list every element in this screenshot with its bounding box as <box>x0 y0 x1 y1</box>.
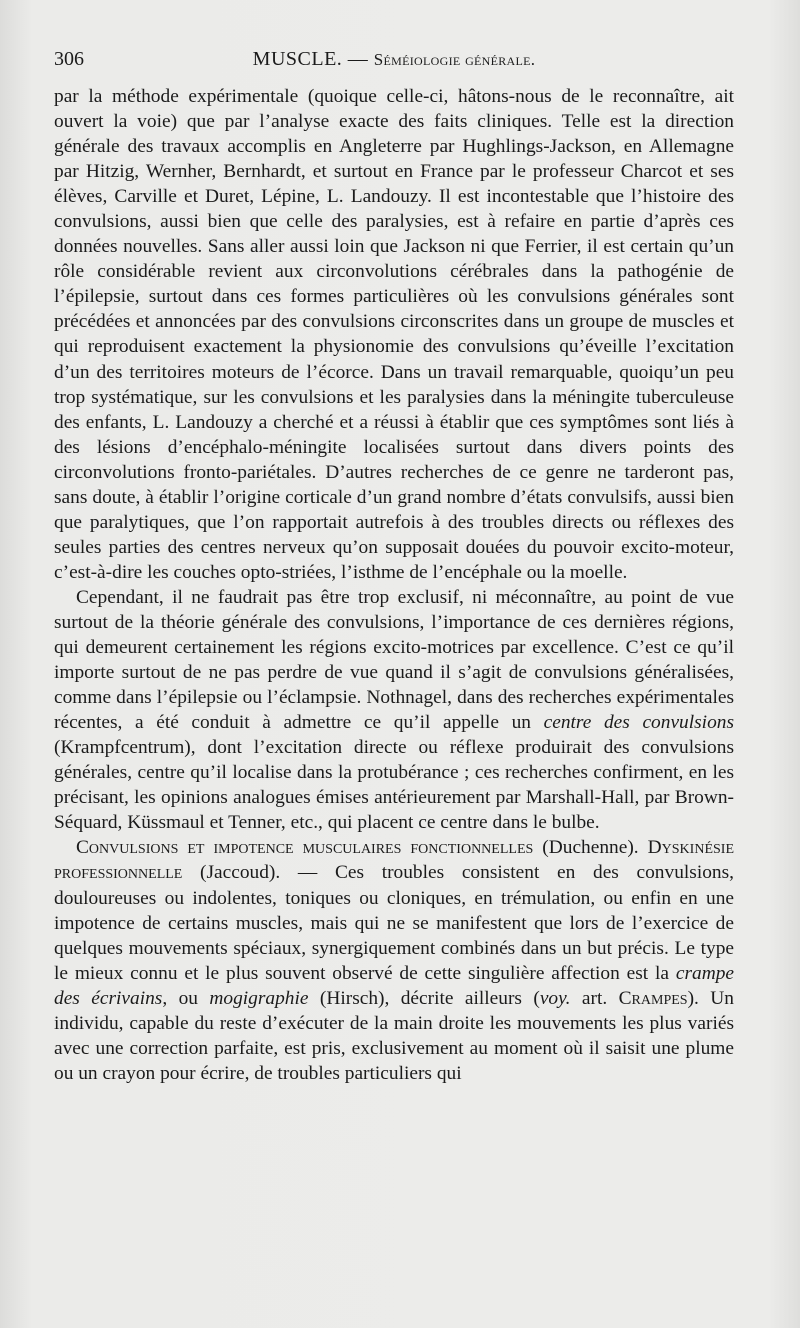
paragraph-3-text-e: art. <box>570 987 619 1009</box>
paragraph-3-text-c: , ou <box>162 987 210 1009</box>
paragraph-2-text-b: (Krampfcentrum), dont l’excitation directe ou réflexe produirait des convulsions générales, centre qu’il localise dans la protubérance ; ces recherches confirment, en les précisant, les opinions analogues émises antérieurement par Marshall-Hall, par Brown-Séquard, Küssmaul et Tenner, etc., qui placent ce centre dans le bulbe. <box>54 737 734 834</box>
body-text <box>54 84 734 1086</box>
running-head <box>54 48 734 71</box>
running-head-subtitle: Séméiologie générale. <box>373 50 536 69</box>
italic-crampe-des-ecrivains: crampe des écrivains <box>54 962 734 1009</box>
paragraph-3-text-f: ). Un individu, capable du reste d’exécuter de la main droite les mouvements les plus variés avec une correction parfaite, est pris, exclusivement au moment où il saisit une plume ou un crayon pour écrire, de troubles particuliers qui <box>54 987 734 1084</box>
section-heading-convulsions: Convulsions et impotence musculaires fonctionnelles <box>76 837 534 859</box>
paragraph-3 <box>54 835 734 1085</box>
paragraph-2-text-a: Cependant, il ne faudrait pas être trop exclusif, ni méconnaître, au point de vue surtout de la théorie générale des convulsions, l’importance de ces dernières régions, qui demeurent certainement les régions excito-motrices par excellence. C’est ce qu’il importe surtout de ne pas perdre de vue quand il s’agit de convulsions généralisées, comme dans l’épilepsie ou l’éclampsie. Nothnagel, dans des recherches expérimentales récentes, a été conduit à admettre ce qu’il appelle un <box>54 586 734 734</box>
running-head-title: MUSCLE. <box>252 48 343 70</box>
page-header <box>54 48 734 76</box>
paragraph-3-text-a: (Duchenne). <box>533 837 648 859</box>
italic-voy: voy. <box>539 987 571 1009</box>
section-heading-dyskinesie: Dyskinésie professionnelle <box>54 837 734 884</box>
paragraph-2 <box>54 585 734 835</box>
italic-centre-des-convulsions: centre des convulsions <box>543 712 735 734</box>
paragraph-3-text-b: (Jaccoud). — Ces troubles consistent en des convulsions, douloureuses ou indolentes, toniques ou cloniques, en trémulation, ou enfin en une impotence de certains muscles, mais qui ne se manifestent que lors de l’exercice de quelques mouvements spéciaux, synergiquement combinés dans un but précis. Le type le mieux connu et le plus souvent observé de cette singulière affection est la <box>54 862 734 984</box>
italic-mogigraphie: mogigraphie <box>209 987 309 1009</box>
running-head-separator: — <box>342 48 374 70</box>
small-caps-crampes: Crampes <box>618 987 688 1009</box>
paragraph-1: par la méthode expérimentale (quoique celle-ci, hâtons-nous de le reconnaître, ait ouvert la voie) que par l’analyse exacte des faits cliniques. Telle est la direction générale des travaux accomplis en Angleterre par Hughlings-Jackson, en Allemagne par Hitzig, Wernher, Bernhardt, et surtout en France par le professeur Charcot et ses élèves, Carville et Duret, Lépine, L. Landouzy. Il est incontestable que l’histoire des convulsions, aussi bien que celle des paralysies, est à refaire en partie d’après ces données nouvelles. Sans aller aussi loin que Jackson ni que Ferrier, il est certain qu’un rôle considérable revient aux circonvolutions cérébrales dans la pathogénie de l’épilepsie, surtout dans ces formes particulières où les convulsions générales sont précédées et annoncées par des convulsions circonscrites dans un groupe de muscles et qui reproduisent exactement la physionomie des convulsions qu’éveille l’excitation d’un des territoires moteurs de l’écorce. Dans un travail remarquable, quoiqu’un peu trop systématique, sur les convulsions et les paralysies dans la méningite tuberculeuse des enfants, L. Landouzy a cherché et a réussi à établir que ces symptômes sont liés à des lésions d’encéphalo-méningite localisées surtout dans divers points des circonvolutions fronto-pariétales. D’autres recherches de ce genre ne tarderont pas, sans doute, à établir l’origine corticale d’un grand nombre d’états convulsifs, aussi bien que paralytiques, que l’on rapportait autrefois à des troubles directs ou réflexes des seules parties des centres nerveux qu’on supposait douées du pouvoir excito-moteur, c’est-à-dire les couches opto-striées, l’isthme de l’encéphale ou la moelle. <box>54 86 734 583</box>
page-number: 306 <box>54 48 84 70</box>
paragraph-3-text-d: (Hirsch), décrite ailleurs ( <box>308 987 540 1009</box>
